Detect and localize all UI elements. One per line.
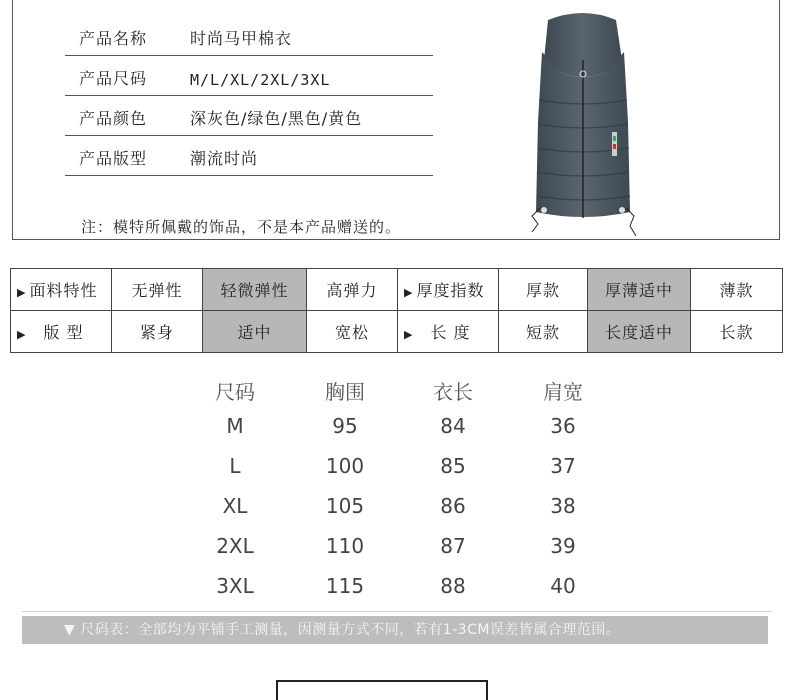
- size-cell: 38: [550, 494, 576, 518]
- triangle-right-icon: ▶: [404, 286, 414, 299]
- size-cell: 40: [550, 574, 576, 598]
- feature-head-label: 版 型: [43, 323, 84, 342]
- vest-product-image: [518, 12, 648, 238]
- feature-row-fabric-thickness: [11, 269, 783, 311]
- info-label: 产品版型: [79, 149, 148, 168]
- info-row-size: [65, 55, 433, 96]
- size-cell: 105: [325, 494, 365, 518]
- info-value: 时尚马甲棉衣: [190, 29, 293, 48]
- size-header-cell: 胸围: [325, 380, 365, 404]
- info-row-color: [65, 95, 433, 136]
- size-cell: 88: [440, 574, 466, 598]
- feature-row-fit-length: [11, 311, 783, 353]
- info-value: 深灰色/绿色/黑色/黄色: [190, 109, 363, 128]
- feature-head-label: 长 度: [430, 323, 471, 342]
- feature-option: 紧身: [112, 311, 203, 353]
- info-value: 潮流时尚: [190, 149, 259, 168]
- feature-head-fit: [11, 311, 112, 353]
- feature-head-fabric: [11, 269, 112, 311]
- size-table-row: [180, 494, 620, 524]
- size-cell: 84: [440, 414, 466, 438]
- feature-option: 高弹力: [307, 269, 398, 311]
- feature-option: 厚款: [499, 269, 588, 311]
- triangle-right-icon: ▶: [404, 328, 414, 341]
- feature-grid: [10, 268, 783, 353]
- size-cell: 87: [440, 534, 466, 558]
- feature-head-length: [398, 311, 499, 353]
- info-value: M/L/XL/2XL/3XL: [190, 71, 331, 89]
- info-label: 产品颜色: [79, 109, 148, 128]
- feature-head-label: 厚度指数: [416, 281, 485, 300]
- size-table-row: [180, 574, 620, 604]
- size-cell: 2XL: [216, 534, 254, 558]
- size-cell: 3XL: [216, 574, 254, 598]
- size-header-cell: 尺码: [215, 380, 255, 404]
- size-table-header: [180, 376, 620, 406]
- feature-option-selected: 长度适中: [588, 311, 691, 353]
- size-cell: 37: [550, 454, 576, 478]
- feature-option: 短款: [499, 311, 588, 353]
- size-cell: 100: [325, 454, 365, 478]
- size-cell: 39: [550, 534, 576, 558]
- info-row-fit: [65, 135, 433, 176]
- feature-option-selected: 适中: [203, 311, 307, 353]
- next-section-frame: [276, 680, 488, 700]
- size-cell: XL: [222, 494, 248, 518]
- size-cell: M: [226, 414, 244, 438]
- info-label: 产品名称: [79, 29, 148, 48]
- size-cell: 36: [550, 414, 576, 438]
- feature-head-thickness: [398, 269, 499, 311]
- feature-option-selected: 厚薄适中: [588, 269, 691, 311]
- info-label: 产品尺码: [79, 69, 148, 88]
- size-table-row: [180, 454, 620, 484]
- feature-head-label: 面料特性: [29, 281, 98, 300]
- size-cell: 95: [332, 414, 358, 438]
- triangle-right-icon: ▶: [17, 328, 27, 341]
- feature-option: 薄款: [691, 269, 783, 311]
- size-table-row: [180, 534, 620, 564]
- size-table-row: [180, 414, 620, 444]
- size-cell: 115: [325, 574, 365, 598]
- product-info-box: [12, 0, 780, 240]
- size-cell: 85: [440, 454, 466, 478]
- size-header-cell: 衣长: [433, 380, 473, 404]
- size-cell: 86: [440, 494, 466, 518]
- size-cell: 110: [325, 534, 365, 558]
- divider: [22, 611, 772, 612]
- feature-option-selected: 轻微弹性: [203, 269, 307, 311]
- measurement-note-banner: ▼ 尺码表：全部均为平铺手工测量，因测量方式不同，若有1-3CM误差皆属合理范围。: [22, 616, 768, 644]
- triangle-right-icon: ▶: [17, 286, 27, 299]
- feature-option: 长款: [691, 311, 783, 353]
- size-header-cell: 肩宽: [543, 380, 583, 404]
- feature-option: 宽松: [307, 311, 398, 353]
- size-cell: L: [229, 454, 241, 478]
- info-row-name: [65, 15, 433, 56]
- accessory-note: 注：模特所佩戴的饰品，不是本产品赠送的。: [81, 218, 402, 236]
- feature-option: 无弹性: [112, 269, 203, 311]
